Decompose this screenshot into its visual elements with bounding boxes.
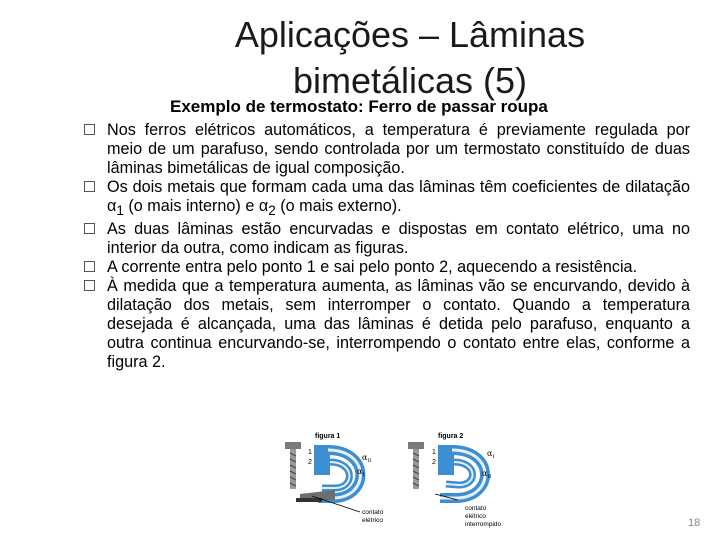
bullet-list <box>84 121 690 372</box>
square-bullet-icon <box>84 181 95 192</box>
point-2-label: 2 <box>308 459 312 466</box>
point-1-label: 1 <box>432 449 436 456</box>
alpha-i-label: $\alpha_I$ <box>487 449 495 460</box>
caption-2-line3: interrompido <box>465 521 502 528</box>
caption-2-line2: elétrico <box>465 513 486 520</box>
square-bullet-icon <box>84 124 95 135</box>
slide-subtitle: Exemplo de termostato: Ferro de passar roupa <box>170 97 548 116</box>
bullet-item <box>84 220 690 258</box>
slide-title: Aplicações – Lâminas bimetálicas (5) <box>234 14 586 101</box>
fig2-label: figura 2 <box>438 433 464 440</box>
bullet-item <box>84 178 690 220</box>
bullet-text: A corrente entra pelo ponto 1 e sai pelo ponto 2, aquecendo a resistência. <box>107 258 638 277</box>
bullet-item <box>84 121 690 178</box>
caption-1-line2: elétrico <box>362 517 383 524</box>
caption-2: contato <box>465 505 487 512</box>
bullet-item <box>84 277 690 372</box>
square-bullet-icon <box>84 261 95 272</box>
alpha-ii-label: $\alpha_{II}$ <box>362 453 372 464</box>
thermostat-figure <box>240 428 550 532</box>
alpha-i-label: $\alpha_I$ <box>357 467 365 478</box>
bullet-text: Os dois metais que formam cada uma das lâminas têm coeficientes de dilatação $\alpha_1$ (o mais interno) e $\alpha_2$ (o mais externo). <box>107 178 690 219</box>
bullet-text: À medida que a temperatura aumenta, as lâminas vão se encurvando, devido à dilatação dos metais, sem interromper o contato. Quando a temperatura desejada é alcançada, uma das lâminas é detida pelo parafuso, enquanto a outra continua encurvando-se, interrompendo o contato entre elas, conforme a figura 2. <box>107 277 690 372</box>
point-2-label: 2 <box>432 459 436 466</box>
bullet-item <box>84 258 690 277</box>
caption-1: contato <box>362 509 384 516</box>
point-1-label: 1 <box>308 449 312 456</box>
bullet-text: As duas lâminas estão encurvadas e dispostas em contato elétrico, uma no interior da outra, como indicam as figuras. <box>107 220 690 258</box>
square-bullet-icon <box>84 280 95 291</box>
page-number: 18 <box>688 517 701 529</box>
fig1-label: figura 1 <box>315 433 341 440</box>
alpha-ii-label: $\alpha_{II}$ <box>482 469 492 480</box>
square-bullet-icon <box>84 223 95 234</box>
bullet-text: Nos ferros elétricos automáticos, a temperatura é previamente regulada por meio de um parafuso, sendo controlada por um termostato constituído de duas lâminas bimetálicas de igual composição. <box>107 121 690 177</box>
